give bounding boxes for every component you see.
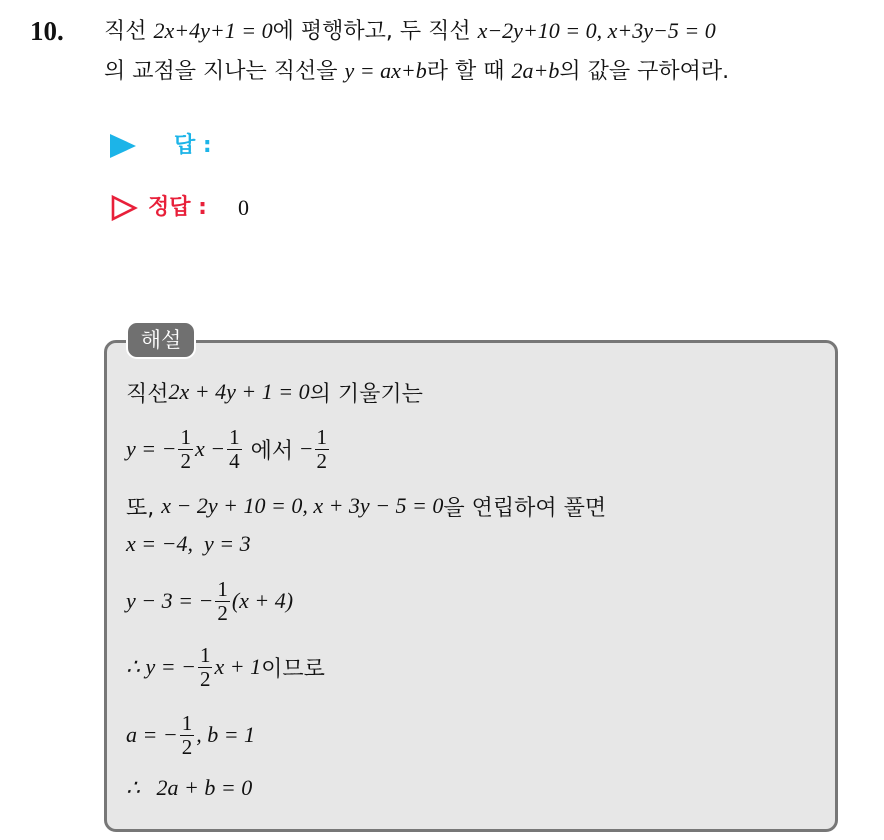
- answer-label: 답 :: [174, 133, 212, 158]
- correct-answer-value: 0: [238, 195, 249, 220]
- solution-text: 의 기울기는: [309, 381, 423, 407]
- fraction-denominator: 2: [199, 666, 211, 691]
- fraction: [227, 426, 242, 473]
- solution-line-2: [126, 420, 331, 478]
- problem-text: 에 평행하고, 두 직선: [272, 19, 478, 44]
- problem-text: 라 할 때: [426, 59, 512, 84]
- fraction-numerator: 1: [199, 642, 211, 667]
- problem-text: 의 값을 구하여라.: [559, 59, 730, 84]
- fraction-numerator: 1: [316, 424, 328, 449]
- fraction-denominator: 2: [180, 448, 191, 473]
- fraction: [215, 578, 230, 625]
- solution-text: 이므로: [261, 656, 325, 682]
- fraction-numerator: 1: [217, 576, 228, 601]
- problem-number: 10.: [30, 16, 64, 46]
- correct-answer-label: 정답 :: [148, 195, 207, 220]
- problem-equation: 2x+4y+1 = 0: [153, 18, 273, 43]
- solution-equation: x + 1: [214, 654, 262, 679]
- fraction: [198, 644, 213, 691]
- fraction-numerator: 1: [180, 424, 191, 449]
- fraction: [180, 712, 195, 759]
- problem-equation: 2a+b: [511, 58, 560, 83]
- outline-arrow-icon: [110, 194, 138, 222]
- solution-equation: , b = 1: [196, 722, 256, 747]
- solution-text: 에서: [243, 438, 301, 464]
- solution-text: 또,: [126, 495, 162, 521]
- solution-equation: −: [300, 436, 313, 461]
- fraction-denominator: 2: [316, 448, 328, 473]
- solution-tab: 해설: [126, 321, 196, 359]
- solution-equation: ∴ 2a + b = 0: [126, 775, 253, 800]
- problem-equation: x+3y−5 = 0: [607, 18, 716, 43]
- fraction-numerator: 1: [181, 710, 193, 735]
- solution-line-6: [126, 638, 325, 696]
- fraction-denominator: 2: [181, 734, 193, 759]
- play-arrow-icon: [110, 134, 136, 158]
- solution-line-1: [126, 374, 423, 410]
- solution-equation: x − 2y + 10 = 0, x + 3y − 5 = 0: [161, 493, 444, 518]
- solution-equation: y − 3 = −: [126, 588, 214, 613]
- fraction-denominator: 2: [217, 600, 228, 625]
- problem-separator: ,: [596, 18, 608, 43]
- problem-text: 직선: [104, 19, 154, 44]
- fraction-numerator: 1: [229, 424, 240, 449]
- solution-equation: x −: [194, 436, 226, 461]
- problem-text: 의 교점을 지나는 직선을: [104, 59, 345, 84]
- solution-line-5: [126, 572, 293, 630]
- solution-equation: ∴ y = −: [126, 654, 196, 679]
- solution-equation: 2x + 4y + 1 = 0: [168, 379, 310, 404]
- solution-line-8: [126, 770, 252, 806]
- solution-line-3: [126, 488, 606, 524]
- solution-equation: a = −: [126, 722, 178, 747]
- fraction: [178, 426, 193, 473]
- problem-equation: y = ax+b: [344, 58, 427, 83]
- solution-text: 을 연립하여 풀면: [443, 495, 607, 521]
- fraction-denominator: 4: [229, 448, 240, 473]
- solution-line-7: [126, 706, 255, 764]
- problem-equation: x−2y+10 = 0: [477, 18, 597, 43]
- solution-equation: x = −4, y = 3: [126, 531, 251, 556]
- problem-text-line-2: [104, 54, 729, 89]
- solution-equation: y = −: [126, 436, 177, 461]
- problem-text-line-1: [104, 14, 716, 49]
- solution-text: 직선: [126, 381, 169, 407]
- solution-line-4: [126, 526, 251, 562]
- solution-equation: (x + 4): [231, 588, 294, 613]
- fraction: [315, 426, 330, 473]
